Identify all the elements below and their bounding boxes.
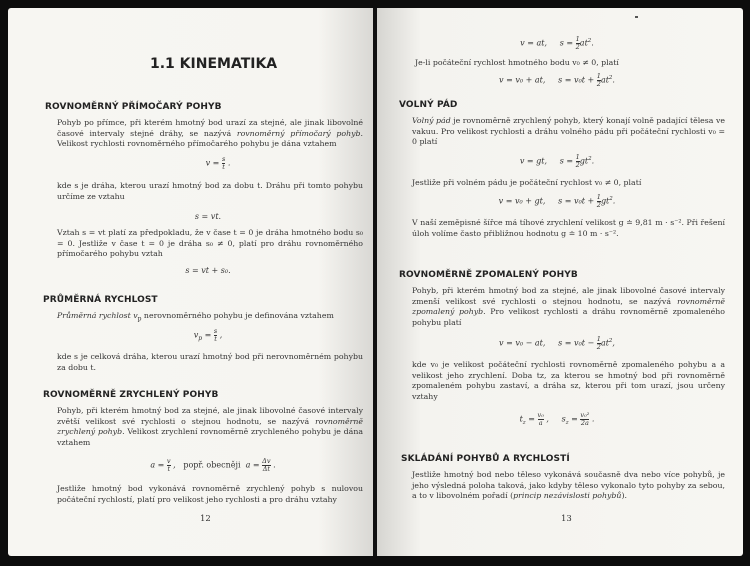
paragraph: Volný pád je rovnoměrně zrychlený pohyb, který konají volně padající tělesa ve vakuu. Pro velikost rychlosti a dráhu volného pádu při počáteční rychlosti v₀ = 0 platí: [412, 116, 725, 147]
right-page: [377, 8, 743, 556]
heading-uniform-acceleration: ROVNOMĚRNĚ ZRYCHLENÝ POHYB: [43, 390, 219, 400]
chapter-title: 1.1 KINEMATIKA: [150, 56, 278, 72]
heading-uniform-motion: ROVNOMĚRNÝ PŘÍMOČARÝ POHYB: [45, 102, 222, 112]
formula-v-s-t: v = $\frac{s}{t}$ .: [205, 155, 231, 171]
formula-acceleration: a = $\frac{v}{t}$ , popř. obecněji a = $\frac{\Delta v}{\Delta t}$ .: [150, 457, 276, 473]
paragraph: Je-li počáteční rychlost hmotného bodu v₀ ≠ 0, platí: [415, 58, 619, 67]
paragraph: Vztah s = vt platí za předpokladu, že v čase t = 0 je dráha hmotného bodu s₀ = 0. Jestliže v čase t = 0 je dráha s₀ ≠ 0, platí pro dráhu rovnoměrného přímočarého pohybu vztah: [57, 228, 363, 259]
paragraph: Pohyb, při kterém hmotný bod za stejné, ale jinak libovolné časové intervaly zvětší velikost své rychlosti o stejnou hodnotu, se nazývá rovnoměrně zrychlený pohyb. Velikost zrychlení rovnoměrně zrychleného pohybu je dána vztahem: [57, 406, 363, 447]
paragraph: kde s je celková dráha, kterou urazí hmotný bod při nerovnoměrném pohybu za dobu t.: [57, 352, 363, 372]
formula-stopping: $t_z$ = $\frac{\text{v₀}}{a}$ , $s_z$ = $\frac{\text{v₀²}}{2a}$ .: [519, 411, 595, 427]
paragraph: V naší zeměpisné šířce má tíhové zrychlení velikost g ≐ 9,81 m · s⁻². Při řešení úloh volíme často přibližnou hodnotu g ≐ 10 m · s⁻².: [412, 218, 725, 238]
paragraph: Jestliže hmotný bod vykonává rovnoměrně zrychlený pohyb s nulovou počáteční rychlostí, platí pro velikost jeho rychlosti a pro dráhu vztahy: [57, 484, 363, 504]
heading-average-velocity: PRŮMĚRNÁ RYCHLOST: [43, 295, 158, 305]
paragraph: Průměrná rychlost $v_p$ nerovnoměrného pohybu je definována vztahem: [57, 311, 334, 323]
formula-v-at: v = at, s = $\frac{1}{2}$ $at^2$.: [520, 35, 594, 51]
paragraph: Jestliže při volném pádu je počáteční rychlost v₀ ≠ 0, platí: [412, 178, 642, 187]
left-page: [8, 8, 373, 556]
page-number: 12: [200, 514, 211, 524]
formula-v-v0-gt: v = v₀ + gt, s = v₀t + $\frac{1}{2}$ $gt^2$.: [498, 193, 616, 209]
formula-v-v0-minus-at: v = v₀ − at, s = v₀t − $\frac{1}{2}$ $at^2$,: [499, 335, 615, 351]
formula-v-v0-at: v = v₀ + at, s = v₀t + $\frac{1}{2}$ $at^2$.: [499, 72, 615, 88]
dust-speck: [635, 16, 638, 18]
paragraph: kde v₀ je velikost počáteční rychlosti rovnoměrně zpomaleného pohybu a a velikost jeho zrychlení. Doba tz, za kterou se hmotný bod při rovnoměrně zpomaleném pohybu zastaví, a dráha sz, kterou při tom urazí, jsou určeny vztahy: [412, 360, 725, 401]
formula-average-velocity: $v_p$ = $\frac{s}{t}$ ,: [193, 327, 223, 343]
heading-composition-of-motions: SKLÁDÁNÍ POHYBŮ A RYCHLOSTÍ: [401, 454, 570, 464]
page-number: 13: [561, 514, 572, 524]
formula-s-vt: s = vt.: [194, 212, 222, 221]
heading-free-fall: VOLNÝ PÁD: [399, 100, 458, 110]
paragraph: Pohyb po přímce, při kterém hmotný bod urazí za stejné, ale jinak libovolné časové intervaly stejné dráhy, se nazývá rovnoměrný přímočarý pohyb. Velikost rychlosti rovnoměrného přímočarého pohybu je dána vztahem: [57, 118, 363, 149]
paragraph: Jestliže hmotný bod nebo těleso vykonává současně dva nebo více pohybů, je jeho výsledná poloha taková, jako kdyby těleso vykonalo tyto pohyby za sebou, a to v libovolném pořadí (princip nezávislosti pohybů).: [412, 470, 725, 501]
formula-s-vt-s0: s = vt + s₀.: [185, 266, 231, 275]
paragraph: kde s je dráha, kterou urazí hmotný bod za dobu t. Dráhu při tomto pohybu určíme ze vztahu: [57, 181, 363, 201]
formula-v-gt: v = gt, s = $\frac{1}{2}$ $gt^2$.: [519, 153, 595, 169]
heading-uniform-deceleration: ROVNOMĚRNĚ ZPOMALENÝ POHYB: [399, 270, 578, 280]
paragraph: Pohyb, při kterém hmotný bod za stejné, ale jinak libovolné časové intervaly zmenší velikost své rychlosti o stejnou hodnotu, se nazývá rovnoměrně zpomalený pohyb. Pro velikost rychlosti a dráhu rovnoměrně zpomaleného pohybu platí: [412, 286, 725, 327]
